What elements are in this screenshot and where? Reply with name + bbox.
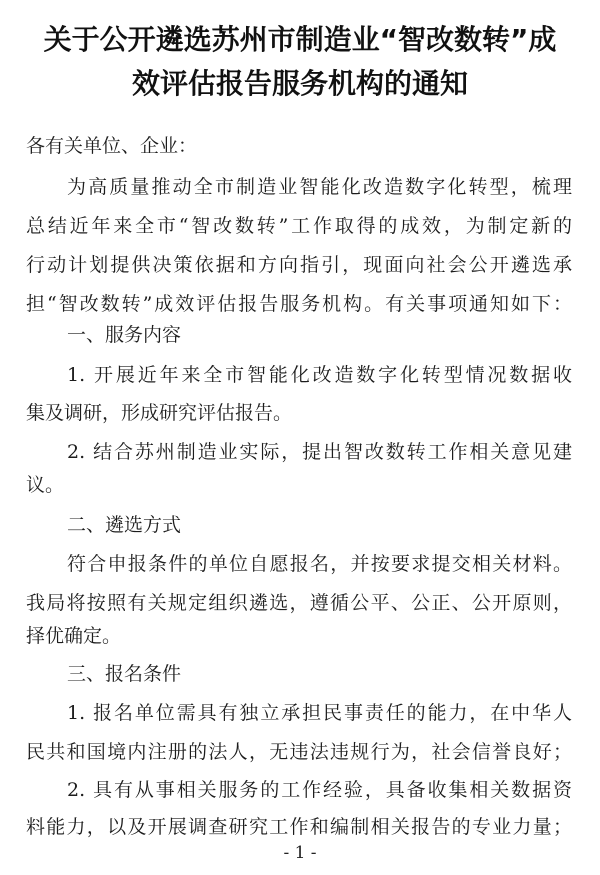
selection-method-line-1: 符合申报条件的单位自愿报名，并按要求提交相关材料。 — [67, 553, 572, 575]
selection-method-line-3: 择优确定。 — [26, 625, 122, 647]
condition-item-1-line-1: 1. 报名单位需具有独立承担民事责任的能力，在中华人 — [67, 702, 572, 724]
condition-item-2-line-1: 2. 具有从事相关服务的工作经验，具备收集相关数据资 — [67, 779, 572, 801]
intro-line-4: 担“智改数转”成效评估报告服务机构。有关事项通知如下： — [26, 293, 572, 315]
service-item-1-line-1: 1. 开展近年来全市智能化改造数字化转型情况数据收 — [67, 364, 572, 386]
selection-method-line-2: 我局将按照有关规定组织遴选，遵循公平、公正、公开原则， — [26, 592, 572, 614]
document-title-line-2: 效评估报告服务机构的通知 — [131, 67, 468, 100]
page-number: - 1 - — [283, 843, 317, 863]
section-heading-registration-conditions: 三、报名条件 — [67, 663, 182, 685]
intro-line-2: 总结近年来全市“智改数转”工作取得的成效，为制定新的 — [26, 215, 572, 237]
intro-line-1: 为高质量推动全市制造业智能化改造数字化转型，梳理 — [67, 176, 572, 198]
service-item-2-line-1: 2. 结合苏州制造业实际，提出智改数转工作相关意见建 — [67, 441, 572, 463]
service-item-2-line-2: 议。 — [26, 474, 65, 496]
condition-item-2-line-2: 料能力，以及开展调查研究工作和编制相关报告的专业力量； — [26, 816, 572, 838]
section-heading-selection-method: 二、遴选方式 — [67, 514, 182, 536]
intro-line-3: 行动计划提供决策依据和方向指引，现面向社会公开遴选承 — [26, 254, 572, 276]
condition-item-1-line-2: 民共和国境内注册的法人，无违法违规行为，社会信誉良好； — [26, 741, 572, 763]
document-title-line-1: 关于公开遴选苏州市制造业“智改数转”成 — [43, 23, 557, 56]
salutation: 各有关单位、企业： — [26, 135, 198, 157]
service-item-1-line-2: 集及调研，形成研究评估报告。 — [26, 402, 293, 424]
section-heading-service-content: 一、服务内容 — [67, 324, 182, 346]
